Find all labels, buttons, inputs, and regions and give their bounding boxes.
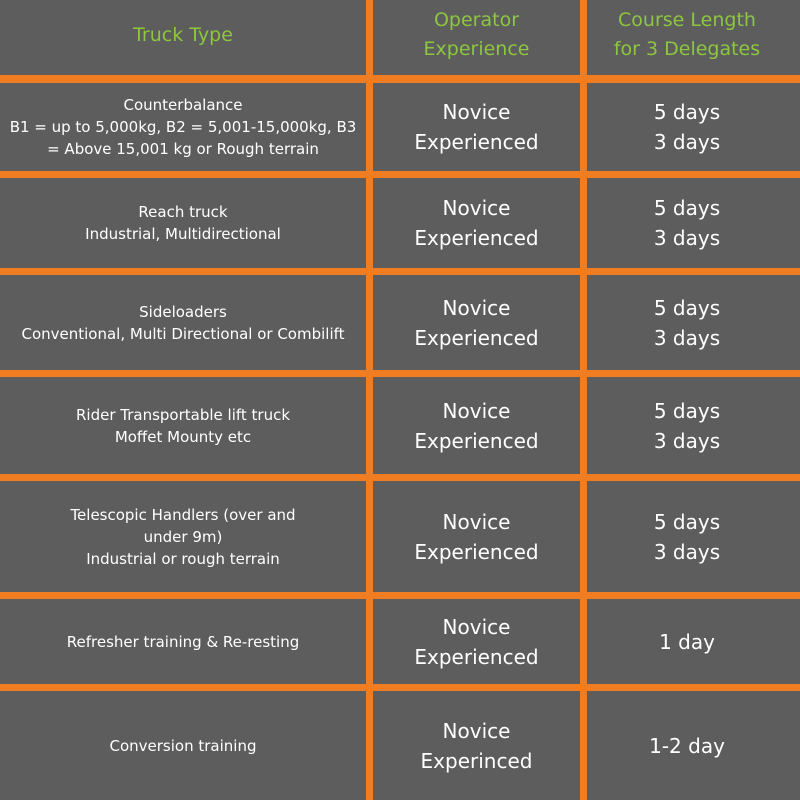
row-2-operator-experience-cell [373,178,580,268]
truck-type-text: = Above 15,001 kg or Rough terrain [47,140,319,158]
row-divider-2 [0,268,800,275]
operator-experience-text: Novice [442,398,511,423]
row-7-course-length-cell [587,691,787,800]
course-length-text: 1-2 day [649,733,725,758]
row-5-truck-type-cell [0,481,366,592]
truck-type-text: Moffet Mounty etc [114,427,252,446]
course-length-text: 5 days [653,398,721,423]
truck-type-text: Counterbalance [123,96,243,114]
operator-experience-text: Novice [442,718,511,743]
row-7-operator-experience-cell [373,691,580,800]
row-4-truck-type-cell [0,377,366,474]
course-length-text: 5 days [653,295,721,320]
operator-experience-text: Experienced [414,539,539,564]
operator-experience-text: Experienced [414,130,539,154]
row-6-course-length-cell [587,599,787,684]
header-course-length [587,0,787,70]
truck-type-text: Conversion training [109,736,257,755]
course-length-text: 5 days [653,100,721,124]
truck-type-text: Industrial, Multidirectional [85,225,281,243]
row-6-truck-type-cell [0,599,366,684]
operator-experience-text: Experienced [414,644,539,669]
truck-type-text: Sideloaders [139,302,227,321]
row-1-course-length-cell [587,83,787,171]
course-length-text: 3 days [653,130,721,154]
truck-type-text: Reach truck [138,203,228,221]
operator-experience-text: Novice [442,196,511,220]
row-divider-header [0,75,800,83]
row-1-truck-type-cell [0,83,366,171]
course-length-text: 5 days [653,509,721,534]
operator-experience-text: Novice [442,509,511,534]
truck-type-text: under 9m) [143,527,223,546]
column-divider-2 [580,0,587,800]
course-length-text: 5 days [653,196,721,220]
operator-experience-text: Novice [442,614,511,639]
column-divider-1 [366,0,373,800]
row-5-operator-experience-cell [373,481,580,592]
operator-experience-text: Experienced [414,428,539,453]
header-operator-experience-line1: Operator [433,9,520,31]
truck-type-text: B1 = up to 5,000kg, B2 = 5,001-15,000kg, B3 [9,118,357,136]
course-length-text: 1 day [659,629,715,654]
row-3-truck-type-cell [0,275,366,370]
row-1-operator-experience-cell [373,83,580,171]
truck-type-text: Rider Transportable lift truck [75,405,291,424]
header-operator-experience-line2: Experience [423,38,530,60]
header-operator-experience [373,0,580,70]
truck-type-text: Refresher training & Re-resting [66,632,300,651]
row-divider-1 [0,171,800,178]
header-course-length-line1: Course Length [618,9,756,31]
truck-type-text: Conventional, Multi Directional or Combilift [21,324,345,343]
row-4-operator-experience-cell [373,377,580,474]
course-length-text: 3 days [653,428,721,453]
operator-experience-text: Experinced [420,748,533,773]
row-4-course-length-cell [587,377,787,474]
header-course-length-line2: for 3 Delegates [613,38,761,60]
truck-type-text: Telescopic Handlers (over and [70,505,296,524]
header-truck-type-label: Truck Type [133,23,233,46]
row-6-operator-experience-cell [373,599,580,684]
row-3-operator-experience-cell [373,275,580,370]
header-truck-type [0,0,366,70]
row-divider-4 [0,474,800,481]
row-7-truck-type-cell [0,691,366,800]
operator-experience-text: Experienced [414,325,539,350]
operator-experience-text: Experienced [414,226,539,250]
row-divider-6 [0,684,800,691]
operator-experience-text: Novice [442,295,511,320]
course-length-text: 3 days [653,539,721,564]
operator-experience-text: Novice [442,100,511,124]
course-length-text: 3 days [653,226,721,250]
course-length-text: 3 days [653,325,721,350]
row-3-course-length-cell [587,275,787,370]
row-divider-5 [0,592,800,599]
truck-type-text: Industrial or rough terrain [86,549,280,568]
row-2-truck-type-cell [0,178,366,268]
row-2-course-length-cell [587,178,787,268]
row-5-course-length-cell [587,481,787,592]
row-divider-3 [0,370,800,377]
